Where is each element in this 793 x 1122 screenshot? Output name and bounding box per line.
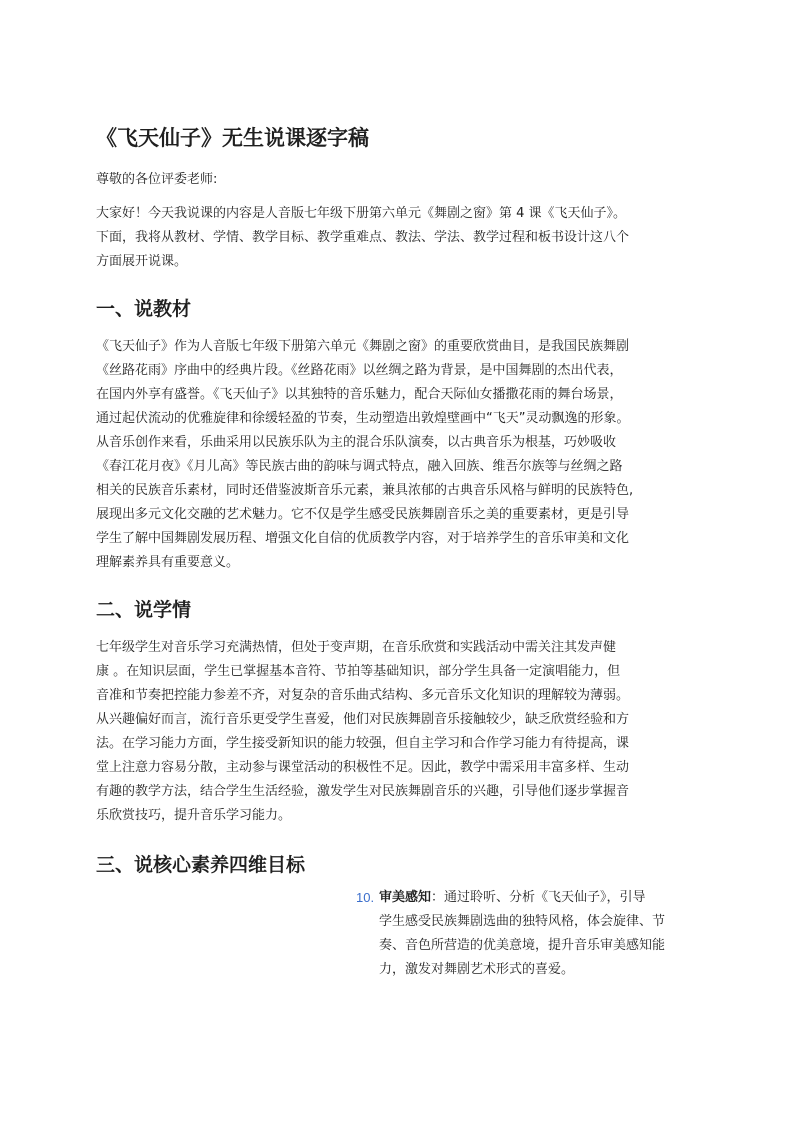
goal-line: 奏、音色所营造的优美意境，提升音乐审美感知能 [379,938,666,953]
paragraph-line: 康 。在知识层面，学生已掌握基本音符、节拍等基础知识，部分学生具备一定演唱能力，但 [96,664,621,679]
paragraph-line: 乐欣赏技巧，提升音乐学习能力。 [96,808,292,823]
paragraph-line: 展现出多元文化交融的艺术魅力。它不仅是学生感受民族舞剧音乐之美的重要素材，更是引导 [96,507,630,522]
greeting: 尊敬的各位评委老师: [96,172,218,187]
paragraph-line: 有趣的教学方法，结合学生生活经验，激发学生对民族舞剧音乐的兴趣，引导他们逐步掌握音 [96,784,630,799]
intro-line: 下面，我将从教材、学情、教学目标、教学重难点、教法、学法、教学过程和板书设计这八个 [96,230,630,245]
paragraph-line: 七年级学生对音乐学习充满热情，但处于变声期，在音乐欣赏和实践活动中需关注其发声健 [96,640,617,655]
paragraph-line: 学生了解中国舞剧发展历程、增强文化自信的优质教学内容，对于培养学生的音乐审美和文化 [96,531,630,546]
paragraph-line: 法。在学习能力方面，学生接受新知识的能力较强，但自主学习和合作学习能力有待提高，课 [96,736,630,751]
goal-line: 力，激发对舞剧艺术形式的喜爱。 [379,962,575,977]
paragraph-line: 音准和节奏把控能力参差不齐，对复杂的音乐曲式结构、多元音乐文化知识的理解较为薄弱。 [96,688,630,703]
goal-first-line [379,886,646,910]
document-title: 《飞天仙子》无生说课逐字稿 [96,126,369,150]
paragraph-line: 《丝路花雨》序曲中的经典片段。《丝路花雨》以丝绸之路为背景，是中国舞剧的杰出代表， [96,363,623,378]
paragraph-line: 理解素养具有重要意义。 [96,555,240,570]
paragraph-line: 堂上注意力容易分散，主动参与课堂活动的积极性不足。因此，教学中需采用丰富多样、生动 [96,760,630,775]
intro-line: 方面展开说课。 [96,254,188,269]
section-heading-textbook: 一、说教材 [96,298,192,320]
paragraph-line: 相关的民族音乐素材，同时还借鉴波斯音乐元素，兼具浓郁的古典音乐风格与鲜明的民族特色, [96,483,634,498]
paragraph-line: 《春江花月夜》《月儿高》等民族古曲的韵味与调式特点，融入回族、维吾尔族等与丝绸之路 [96,459,623,474]
section-heading-students: 二、说学情 [96,599,192,621]
paragraph-line: 在国内外享有盛誉。《飞天仙子》以其独特的音乐魅力，配合天际仙女播撒花雨的舞台场景， [96,387,623,402]
section-heading-goals: 三、说核心素养四维目标 [96,854,306,876]
goal-line: 学生感受民族舞剧选曲的独特风格，体会旋律、节 [379,914,666,929]
intro-line: 大家好！今天我说课的内容是人音版七年级下册第六单元《舞剧之窗》第 4 课《飞天仙子》。 [96,206,627,221]
list-number: 10. [356,890,375,905]
paragraph-line: 通过起伏流动的优雅旋律和徐缓轻盈的节奏，生动塑造出敦煌壁画中“飞天”灵动飘逸的形象。 [96,411,630,426]
paragraph-line: 从兴趣偏好而言，流行音乐更受学生喜爱，他们对民族舞剧音乐接触较少，缺乏欣赏经验和方 [96,712,630,727]
goal-first-line-text: ：通过聆听、分析《飞天仙子》，引导 [431,890,646,905]
goal-label: 审美感知 [379,890,432,905]
paragraph-line: 从音乐创作来看，乐曲采用以民族乐队为主的混合乐队演奏，以古典音乐为根基，巧妙吸收 [96,435,617,450]
paragraph-line: 《飞天仙子》作为人音版七年级下册第六单元《舞剧之窗》的重要欣赏曲目，是我国民族舞剧 [96,339,630,354]
